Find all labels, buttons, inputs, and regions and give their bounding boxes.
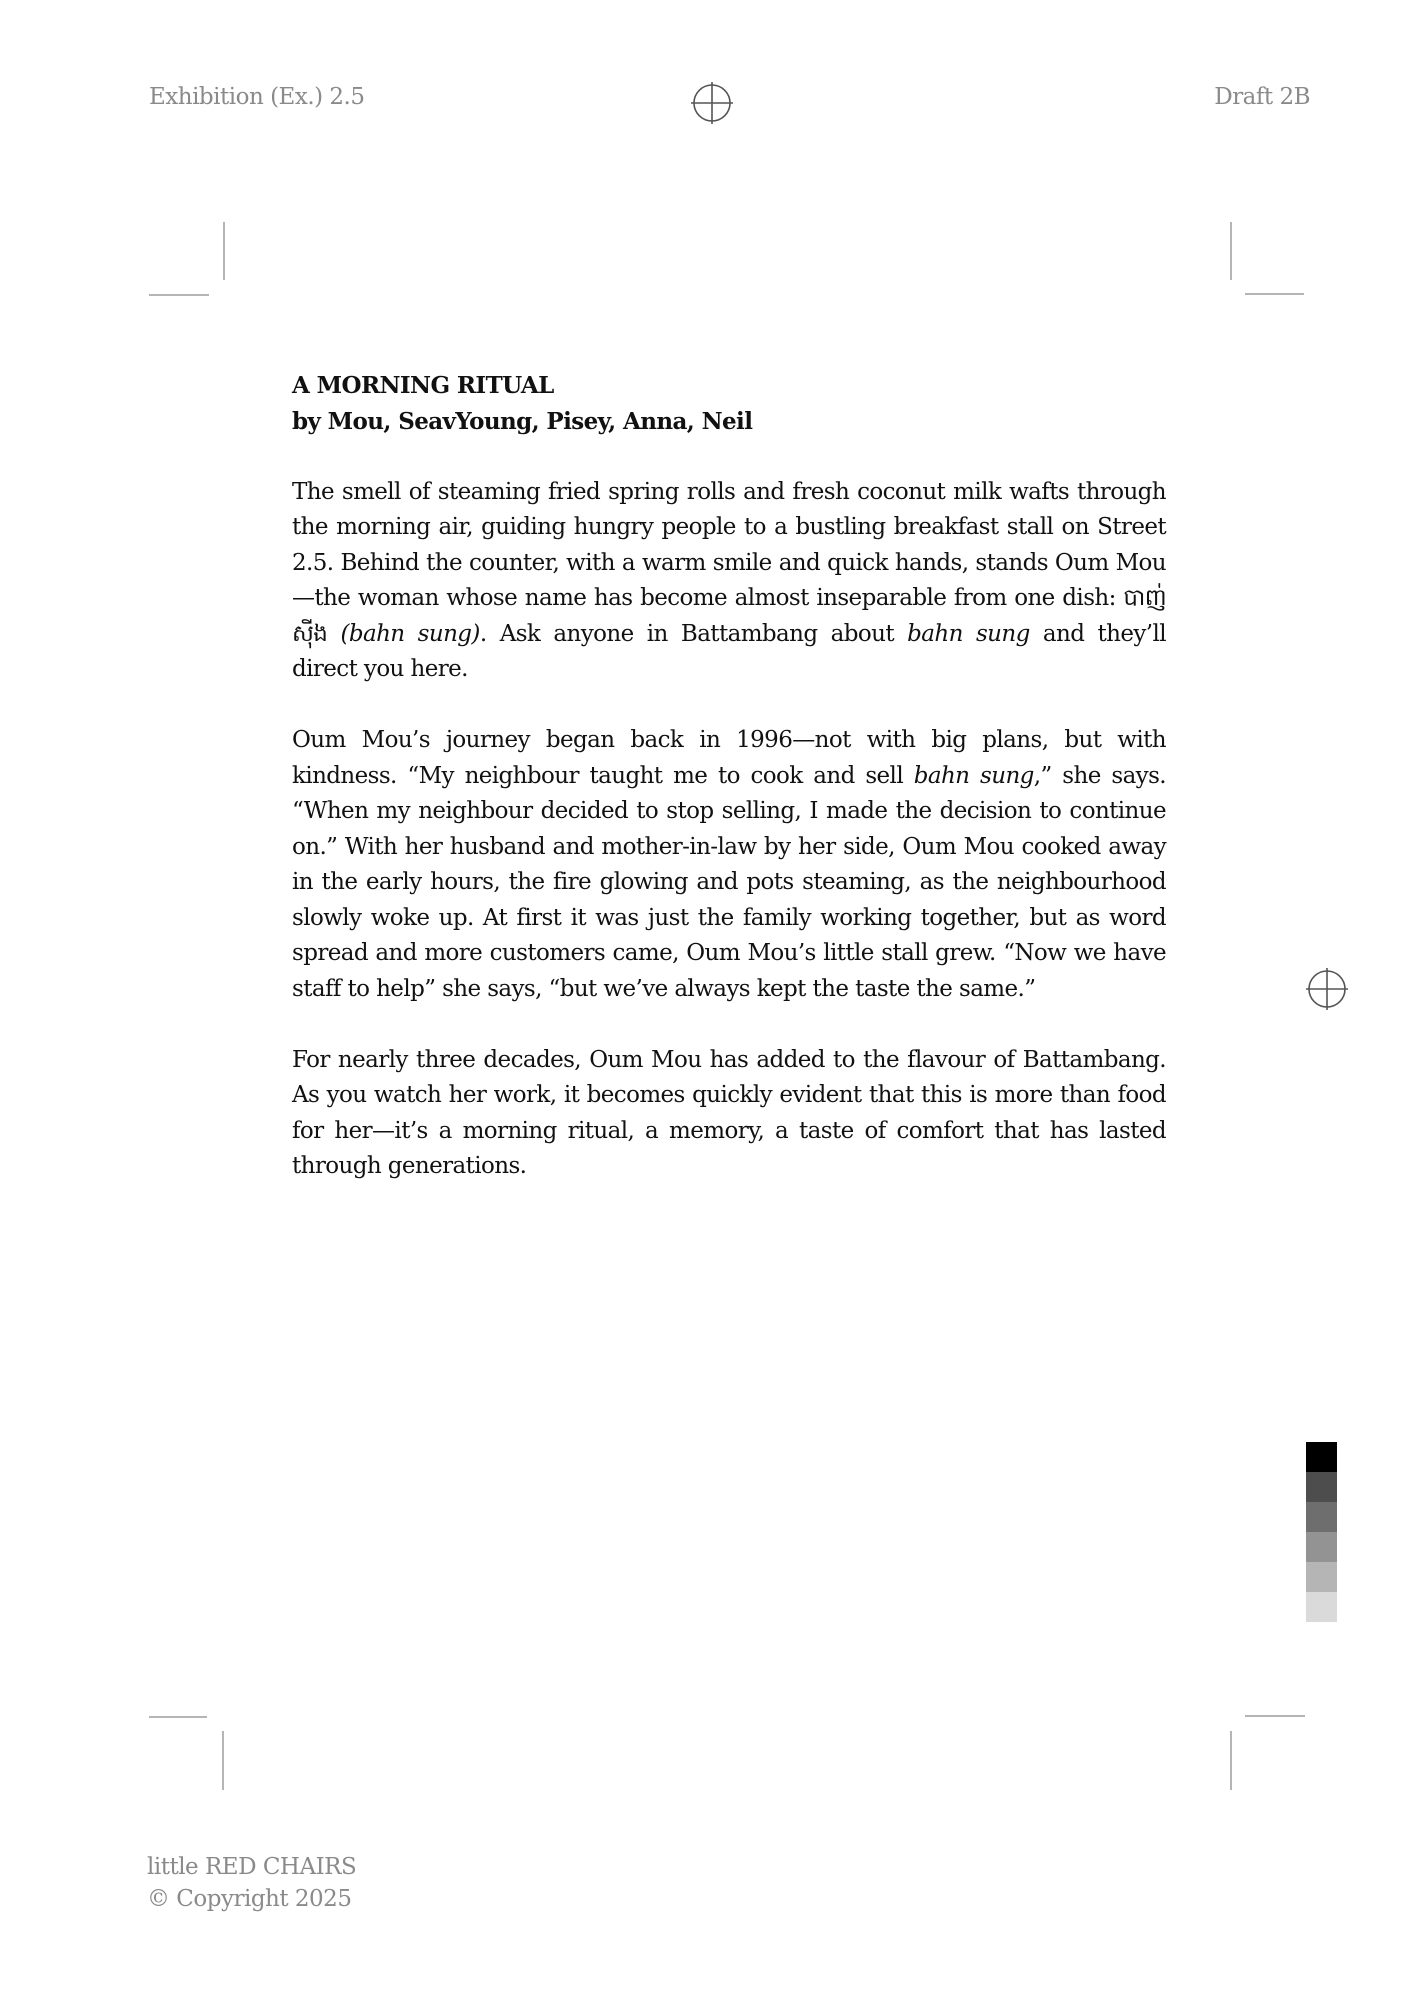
paragraph-2-text-c: ,” she says. “When my neighbour decided to stop selling, I made the decision to continue on.” With her husband and mother-in-law by her side, Oum Mou cooked away in the early hours, the fire glowing and pots steaming, as the neighbourhood slowly woke up. At first it was just the family working together, but as word spread and more customers came, Oum Mou’s little stall grew. “Now we have staff to help” she says, “but we’ve always kept the taste the same.”: [292, 762, 1166, 1002]
khmer-dish-name: បាញ់ស៊ីង: [292, 585, 1166, 647]
footer-brand: little RED CHAIRS: [147, 1854, 357, 1880]
registration-mark-icon: [1306, 968, 1348, 1010]
crop-mark-bottom-right-vertical: [1230, 1731, 1232, 1790]
paragraph-1: [292, 475, 1166, 688]
dish-name-italic: bahn sung: [907, 620, 1030, 647]
paragraph-2: [292, 723, 1166, 1007]
paragraph-1-text-b: [327, 621, 340, 647]
registration-mark-icon: [691, 82, 733, 124]
grayscale-swatch-bar: [1306, 1442, 1337, 1622]
footer: [147, 1851, 356, 1915]
swatch: [1306, 1592, 1337, 1622]
header-exhibition-label: Exhibition (Ex.) 2.5: [149, 84, 365, 110]
footer-copyright: © Copyright 2025: [147, 1886, 352, 1912]
swatch: [1306, 1562, 1337, 1592]
article-byline: by Mou, SeavYoung, Pisey, Anna, Neil: [292, 407, 753, 435]
crop-mark-top-right-horizontal: [1245, 293, 1304, 295]
paragraph-1-text-f: and they’ll direct you here.: [292, 620, 1166, 682]
swatch: [1306, 1532, 1337, 1562]
swatch: [1306, 1502, 1337, 1532]
crop-mark-bottom-left-horizontal: [149, 1716, 207, 1718]
crop-mark-bottom-left-vertical: [222, 1731, 224, 1790]
paragraph-3: For nearly three decades, Oum Mou has added to the flavour of Battambang. As you watch her work, it becomes quickly evident that this is more than food for her—it’s a morning ritual, a memory, a taste of comfort that has lasted through generations.: [292, 1046, 1166, 1179]
crop-mark-top-right-vertical: [1230, 222, 1232, 280]
header-draft-label: Draft 2B: [1214, 84, 1310, 110]
paragraph-1-text-a: The smell of steaming fried spring rolls and fresh coconut milk wafts through the morning air, guiding hungry people to a bustling breakfast stall on Street 2.5. Behind the counter, with a warm smile and quick hands, stands Oum Mou—the woman whose name has become almost inseparable from one dish:: [292, 478, 1166, 611]
paragraph-2-text-a: Oum Mou’s journey began back in 1996—not with big plans, but with kindness. “My neighbour taught me to cook and sell: [292, 727, 1166, 789]
crop-mark-top-left-vertical: [223, 222, 225, 280]
article: [292, 368, 1166, 1220]
dish-name-italic: bahn sung: [913, 762, 1034, 789]
article-title: A MORNING RITUAL: [292, 372, 554, 399]
crop-mark-bottom-right-horizontal: [1245, 1715, 1305, 1717]
dish-romanization: (bahn sung): [340, 620, 480, 647]
paragraph-1-text-d: . Ask anyone in Battambang about: [479, 620, 908, 647]
swatch: [1306, 1442, 1337, 1472]
crop-mark-top-left-horizontal: [149, 294, 209, 296]
swatch: [1306, 1472, 1337, 1502]
